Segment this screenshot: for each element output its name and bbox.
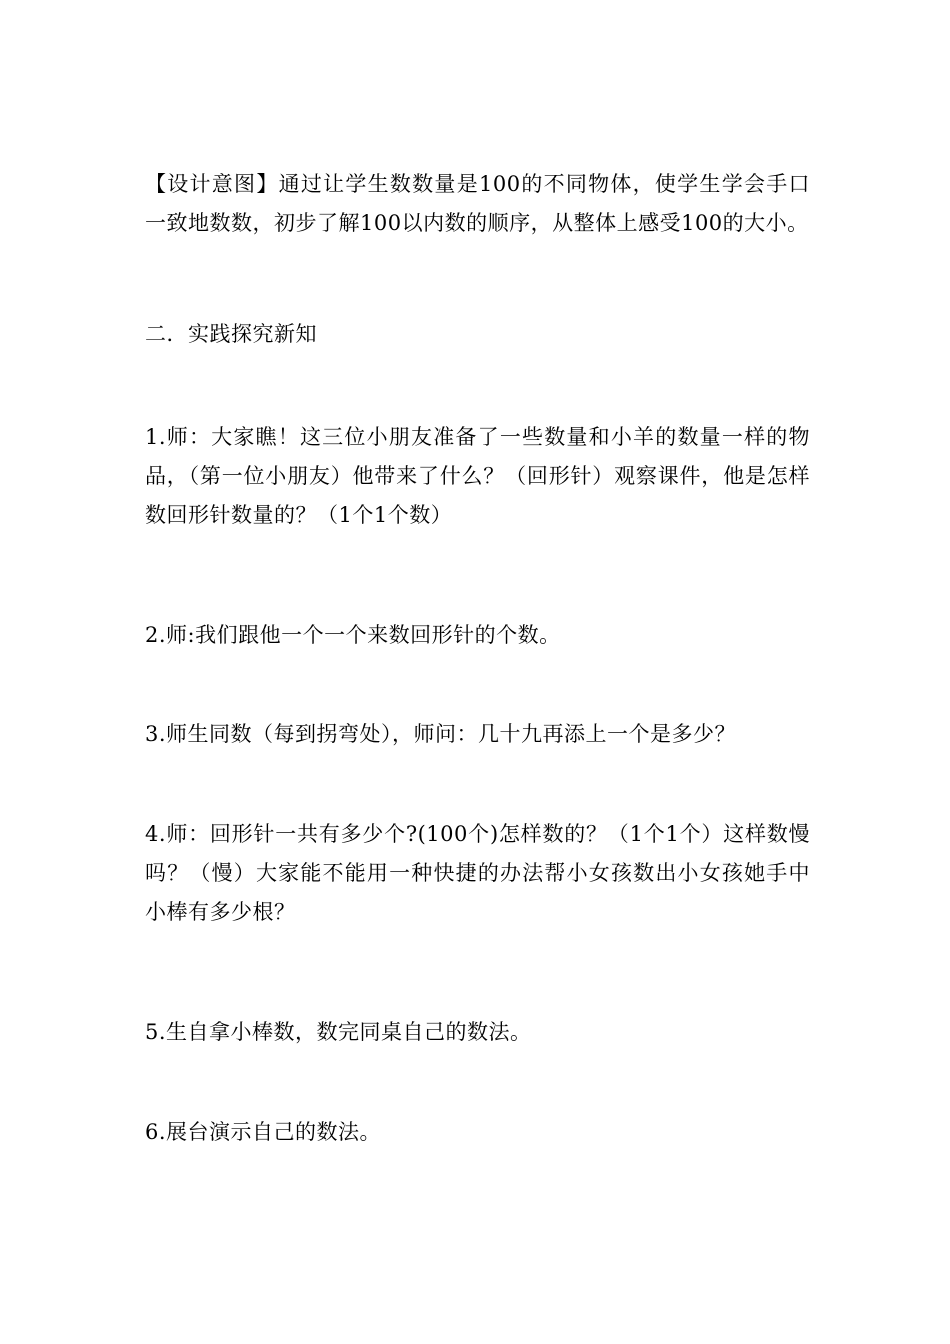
- step-2-paragraph: 2.师:我们跟他一个一个来数回形针的个数。: [145, 623, 561, 647]
- step-5-paragraph: 5.生自拿小棒数，数完同桌自己的数法。: [145, 1020, 532, 1044]
- step-4-paragraph: 4.师：回形针一共有多少个?(100个)怎样数的？（1个1个）这样数慢吗？（慢）大家能不能用一种快捷的办法帮小女孩数出小女孩她手中小棒有多少根？: [145, 822, 810, 924]
- step-3-paragraph: 3.师生同数（每到拐弯处），师问：几十九再添上一个是多少？: [145, 722, 737, 746]
- section-heading: 二．实践探究新知: [145, 322, 317, 346]
- step-1-paragraph: 1.师：大家瞧！这三位小朋友准备了一些数量和小羊的数量一样的物品，（第一位小朋友）他带来了什么？（回形针）观察课件，他是怎样数回形针数量的？（1个1个数）: [145, 425, 810, 527]
- design-intent-paragraph: 【设计意图】通过让学生数数量是100的不同物体，使学生学会手口一致地数数，初步了解100以内数的顺序，从整体上感受100的大小。: [145, 172, 810, 235]
- step-6-paragraph: 6.展台演示自己的数法。: [145, 1120, 382, 1144]
